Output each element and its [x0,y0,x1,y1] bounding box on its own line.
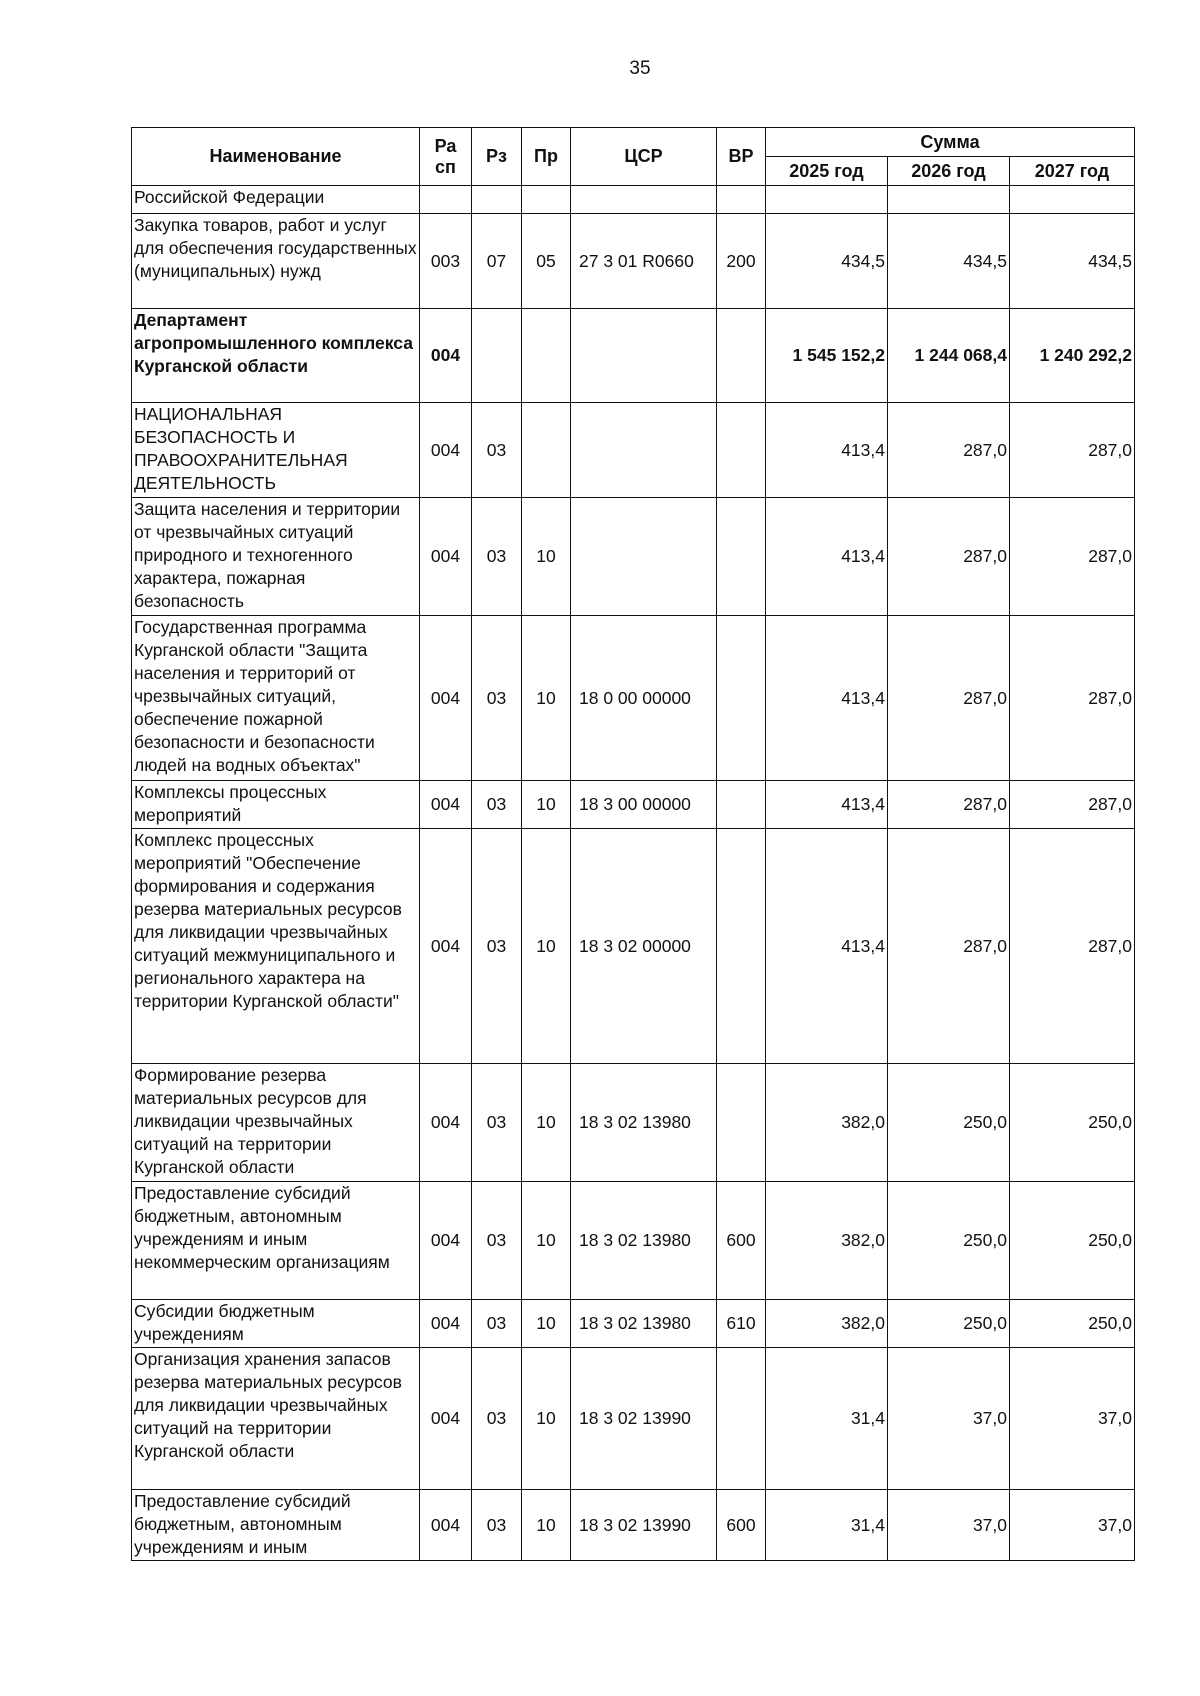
row-rz: 03 [472,1300,522,1348]
row-2025: 413,4 [766,498,888,616]
row-rasp [420,186,472,214]
row-name: НАЦИОНАЛЬНАЯ БЕЗОПАСНОСТЬ И ПРАВООХРАНИТЕЛЬНАЯ ДЕЯТЕЛЬНОСТЬ [132,403,420,498]
row-2026: 287,0 [888,781,1010,829]
row-2027: 287,0 [1010,829,1135,1064]
row-2026: 287,0 [888,829,1010,1064]
row-csr [571,403,717,498]
header-vr: ВР [717,128,766,186]
table-row [132,1182,1135,1300]
table-row [132,214,1135,309]
row-2027 [1010,186,1135,214]
table-header [132,128,1135,186]
row-vr [717,498,766,616]
row-rz: 03 [472,829,522,1064]
row-2026: 287,0 [888,403,1010,498]
row-2026: 1 244 068,4 [888,309,1010,403]
row-vr [717,403,766,498]
table-body [132,186,1135,1561]
row-pr [522,186,571,214]
table-row [132,1064,1135,1182]
row-rz: 03 [472,616,522,781]
table-row [132,498,1135,616]
row-2025: 31,4 [766,1348,888,1490]
row-2025: 413,4 [766,781,888,829]
row-2025: 382,0 [766,1182,888,1300]
row-2025: 382,0 [766,1064,888,1182]
row-2025: 31,4 [766,1490,888,1561]
row-vr [717,309,766,403]
row-vr [717,616,766,781]
row-2027: 434,5 [1010,214,1135,309]
row-rasp: 004 [420,829,472,1064]
row-csr: 18 3 00 00000 [571,781,717,829]
row-csr: 18 3 02 00000 [571,829,717,1064]
row-2027: 250,0 [1010,1064,1135,1182]
row-csr [571,186,717,214]
table-row [132,403,1135,498]
row-pr [522,403,571,498]
header-2027: 2027 год [1010,157,1135,186]
row-vr: 600 [717,1490,766,1561]
row-vr [717,1348,766,1490]
row-name: Российской Федерации [132,186,420,214]
row-2026: 434,5 [888,214,1010,309]
row-rasp: 004 [420,498,472,616]
header-2026: 2026 год [888,157,1010,186]
row-2025: 1 545 152,2 [766,309,888,403]
header-sum: Сумма [766,128,1135,157]
row-rz: 03 [472,1064,522,1182]
row-rasp: 004 [420,781,472,829]
table-row [132,781,1135,829]
row-rasp: 004 [420,403,472,498]
header-rasp [420,128,472,186]
row-pr: 10 [522,1490,571,1561]
row-rz: 03 [472,1182,522,1300]
row-csr [571,498,717,616]
header-rasp-line2: сп [435,156,456,177]
row-2027: 250,0 [1010,1300,1135,1348]
row-rasp: 003 [420,214,472,309]
row-vr: 200 [717,214,766,309]
row-pr: 10 [522,1182,571,1300]
row-2026: 287,0 [888,498,1010,616]
row-name: Закупка товаров, работ и услуг для обеспечения государственных (муниципальных) нужд [132,214,420,309]
row-rasp: 004 [420,1300,472,1348]
row-csr: 18 3 02 13990 [571,1348,717,1490]
row-rasp: 004 [420,1064,472,1182]
row-csr: 18 3 02 13980 [571,1064,717,1182]
header-csr: ЦСР [571,128,717,186]
row-2025: 382,0 [766,1300,888,1348]
row-2026: 250,0 [888,1182,1010,1300]
row-vr [717,829,766,1064]
row-csr: 18 3 02 13980 [571,1300,717,1348]
row-vr: 610 [717,1300,766,1348]
row-2027: 1 240 292,2 [1010,309,1135,403]
row-2026: 37,0 [888,1490,1010,1561]
row-name: Комплекс процессных мероприятий "Обеспечение формирования и содержания резерва материальных ресурсов для ликвидации чрезвычайных ситуаций межмуниципального и регионального характера на территории Курганской области" [132,829,420,1064]
table-row [132,309,1135,403]
header-rasp-line1: Ра [434,135,457,156]
row-pr: 10 [522,616,571,781]
row-csr: 18 0 00 00000 [571,616,717,781]
table-row [132,186,1135,214]
row-2025: 413,4 [766,403,888,498]
row-vr: 600 [717,1182,766,1300]
row-pr: 10 [522,1300,571,1348]
row-csr: 18 3 02 13990 [571,1490,717,1561]
row-2026: 287,0 [888,616,1010,781]
row-2026: 250,0 [888,1300,1010,1348]
row-name: Организация хранения запасов резерва материальных ресурсов для ликвидации чрезвычайных ситуаций на территории Курганской области [132,1348,420,1490]
table-row [132,616,1135,781]
row-2025: 413,4 [766,829,888,1064]
row-pr: 10 [522,1064,571,1182]
row-rasp: 004 [420,309,472,403]
row-csr: 27 3 01 R0660 [571,214,717,309]
row-pr: 10 [522,498,571,616]
row-rasp: 004 [420,1182,472,1300]
row-2027: 287,0 [1010,781,1135,829]
row-pr: 10 [522,1348,571,1490]
budget-table [131,127,1135,1561]
page-number: 35 [629,58,651,79]
header-pr: Пр [522,128,571,186]
row-vr [717,1064,766,1182]
row-pr: 05 [522,214,571,309]
row-rz: 03 [472,1348,522,1490]
row-name: Департамент агропромышленного комплекса Курганской области [132,309,420,403]
row-name: Формирование резерва материальных ресурсов для ликвидации чрезвычайных ситуаций на территории Курганской области [132,1064,420,1182]
row-rz: 03 [472,781,522,829]
row-name: Защита населения и территории от чрезвычайных ситуаций природного и техногенного характера, пожарная безопасность [132,498,420,616]
row-rz: 03 [472,498,522,616]
row-rz: 07 [472,214,522,309]
row-rasp: 004 [420,616,472,781]
row-rasp: 004 [420,1348,472,1490]
row-pr [522,309,571,403]
row-2027: 287,0 [1010,616,1135,781]
row-rz: 03 [472,1490,522,1561]
row-csr [571,309,717,403]
row-rz [472,309,522,403]
table-row [132,1490,1135,1561]
row-pr: 10 [522,781,571,829]
header-rz: Рз [472,128,522,186]
row-rz: 03 [472,403,522,498]
row-name: Предоставление субсидий бюджетным, автономным учреждениям и иным некоммерческим организациям [132,1182,420,1300]
row-2027: 287,0 [1010,403,1135,498]
row-2026: 250,0 [888,1064,1010,1182]
row-name: Предоставление субсидий бюджетным, автономным учреждениям и иным [132,1490,420,1561]
row-vr [717,781,766,829]
header-name: Наименование [132,128,420,186]
row-2027: 37,0 [1010,1490,1135,1561]
row-2025 [766,186,888,214]
row-2026: 37,0 [888,1348,1010,1490]
row-2027: 287,0 [1010,498,1135,616]
row-rasp: 004 [420,1490,472,1561]
row-name: Комплексы процессных мероприятий [132,781,420,829]
table-row [132,1300,1135,1348]
table-row [132,829,1135,1064]
row-vr [717,186,766,214]
row-2025: 413,4 [766,616,888,781]
row-pr: 10 [522,829,571,1064]
header-2025: 2025 год [766,157,888,186]
table-row [132,1348,1135,1490]
row-2025: 434,5 [766,214,888,309]
row-2026 [888,186,1010,214]
row-2027: 250,0 [1010,1182,1135,1300]
row-rz [472,186,522,214]
row-csr: 18 3 02 13980 [571,1182,717,1300]
row-name: Субсидии бюджетным учреждениям [132,1300,420,1348]
row-2027: 37,0 [1010,1348,1135,1490]
row-name: Государственная программа Курганской области "Защита населения и территорий от чрезвычайных ситуаций, обеспечение пожарной безопасности и безопасности людей на водных объектах" [132,616,420,781]
